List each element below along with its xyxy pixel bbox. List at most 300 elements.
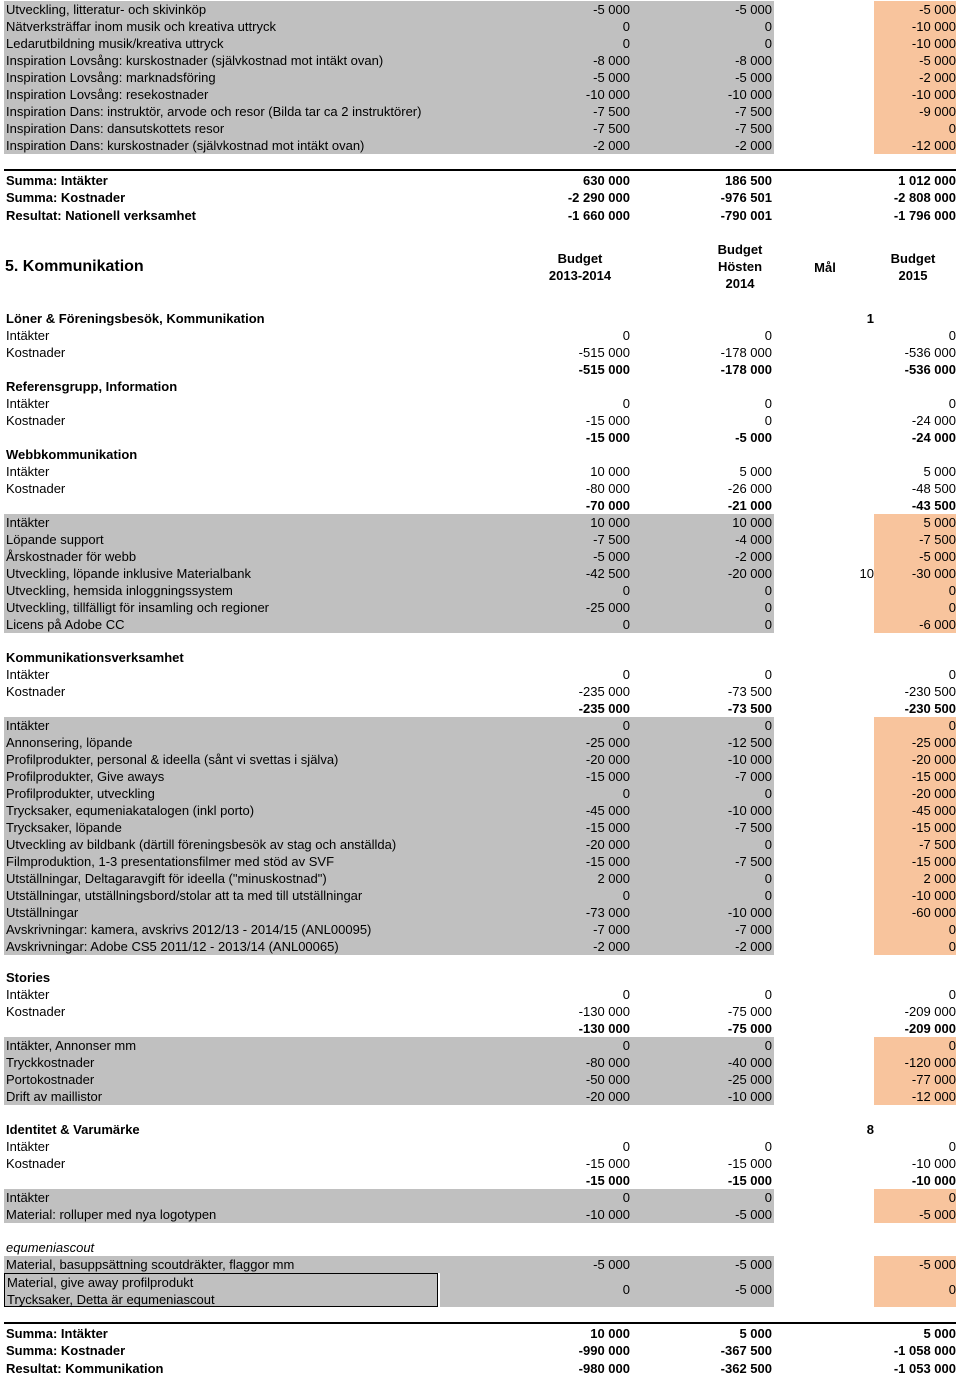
table-row (4, 120, 956, 137)
cell-budget-hosten-2014: -2 000 (630, 938, 772, 955)
cell-budget-hosten-2014: 0 (764, 328, 772, 343)
cell-budget-2015: -120 000 (874, 1054, 956, 1071)
row-label: Inspiration Lovsång: marknadsföring (4, 69, 440, 86)
cell-budget-2015: -43 500 (911, 498, 956, 513)
table-row (4, 836, 956, 853)
table-row (4, 327, 956, 344)
table-row (4, 446, 956, 463)
cell-mal (774, 429, 874, 446)
cell-budget-2013-2014: -25 000 (440, 734, 630, 751)
cell-budget-2013-2014: -980 000 (578, 1361, 630, 1376)
table-row (4, 1, 956, 18)
cell-mal: 8 (866, 1122, 874, 1137)
row-label: Inspiration Dans: kurskostnader (självkostnad mot intäkt ovan) (4, 137, 440, 154)
row-label: Stories (6, 970, 51, 985)
cell-budget-2015: -25 000 (874, 734, 956, 751)
cell-budget-2013-2014: 10 000 (590, 1326, 630, 1341)
row-label-line: Trycksaker, Detta är equmeniascout (7, 1292, 215, 1307)
row-label: Utveckling, litteratur- och skivinköp (4, 1, 440, 18)
row-label: equmeniascout (6, 1240, 95, 1255)
cell-budget-2013-2014 (440, 446, 630, 463)
cell-budget-hosten-2014: 0 (630, 887, 772, 904)
cell-budget-hosten-2014: -7 500 (630, 853, 772, 870)
table-row (4, 870, 956, 887)
row-label: Nätverksträffar inom musik och kreativa uttryck (4, 18, 440, 35)
cell-budget-2013-2014: -80 000 (585, 481, 630, 496)
cell-budget-2015: -5 000 (874, 1256, 956, 1273)
section-title: 5. Kommunikation (5, 258, 144, 275)
row-label (4, 1020, 440, 1037)
cell-budget-hosten-2014: 0 (630, 717, 772, 734)
table-row (4, 616, 956, 633)
table-row (4, 1138, 956, 1155)
cell-budget-2015: -20 000 (874, 785, 956, 802)
cell-budget-2013-2014 (440, 969, 630, 986)
row-label: Löpande support (4, 531, 440, 548)
cell-budget-2013-2014: 0 (440, 616, 630, 633)
row-label: Utveckling, löpande inklusive Materialbank (4, 565, 440, 582)
cell-mal (774, 1037, 874, 1054)
cell-budget-2015: 0 (948, 987, 956, 1002)
cell-budget-2013-2014: -70 000 (585, 498, 630, 513)
cell-budget-2013-2014: 10 000 (440, 514, 630, 531)
row-label: Inspiration Dans: instruktör, arvode och resor (Bilda tar ca 2 instruktörer) (4, 103, 440, 120)
cell-budget-hosten-2014: -362 500 (720, 1361, 772, 1376)
cell-budget-2015: -10 000 (874, 35, 956, 52)
cell-budget-hosten-2014: 0 (630, 836, 772, 853)
table-row (4, 717, 956, 734)
row-label: Identitet & Varumärke (6, 1122, 140, 1137)
row-label: Material: rolluper med nya logotypen (4, 1206, 440, 1223)
cell-budget-2015: -30 000 (874, 565, 956, 582)
cell-mal (774, 35, 874, 52)
row-label: Intäkter (6, 987, 50, 1002)
cell-budget-2013-2014: -73 000 (440, 904, 630, 921)
cell-budget-2015 (874, 310, 956, 327)
cell-mal (774, 921, 874, 938)
cell-mal (774, 700, 874, 717)
row-label: Utställningar, utställningsbord/stolar att ta med till utställningar (4, 887, 440, 904)
cell-mal (774, 531, 874, 548)
cell-mal (774, 207, 874, 224)
cell-mal (774, 69, 874, 86)
cell-budget-hosten-2014: 0 (764, 413, 772, 428)
table-row (4, 69, 956, 86)
cell-mal (774, 103, 874, 120)
cell-mal (774, 1239, 874, 1256)
col-header-budget-2015 (853, 250, 960, 284)
table-row (4, 137, 956, 154)
cell-mal (774, 497, 874, 514)
cell-budget-hosten-2014 (630, 969, 772, 986)
cell-budget-hosten-2014: -178 000 (720, 362, 772, 377)
cell-mal (774, 18, 874, 35)
cell-budget-2013-2014: -20 000 (440, 836, 630, 853)
cell-budget-2015: -10 000 (911, 1173, 956, 1188)
cell-budget-2015: 1 012 000 (898, 173, 956, 188)
table-row (4, 344, 956, 361)
row-label: Intäkter (6, 667, 50, 682)
cell-budget-2013-2014: -15 000 (585, 430, 630, 445)
cell-budget-hosten-2014: -10 000 (630, 751, 772, 768)
cell-budget-2013-2014: -130 000 (578, 1004, 630, 1019)
cell-budget-2015: -24 000 (911, 413, 956, 428)
cell-budget-2013-2014: -5 000 (440, 548, 630, 565)
cell-budget-hosten-2014: -2 000 (630, 548, 772, 565)
cell-budget-2015: 0 (874, 1273, 956, 1307)
cell-mal (774, 189, 874, 206)
table-row (4, 921, 956, 938)
cell-mal (774, 582, 874, 599)
cell-budget-hosten-2014: -790 001 (720, 208, 772, 223)
cell-budget-2015: -1 053 000 (893, 1361, 956, 1376)
cell-mal (774, 683, 874, 700)
cell-budget-2013-2014: -7 000 (440, 921, 630, 938)
cell-budget-2013-2014: -2 000 (440, 938, 630, 955)
cell-budget-2013-2014: 630 000 (583, 173, 630, 188)
cell-budget-hosten-2014: -20 000 (630, 565, 772, 582)
cell-mal (774, 1172, 874, 1189)
cell-budget-2015: 2 000 (874, 870, 956, 887)
cell-mal (774, 853, 874, 870)
cell-budget-hosten-2014: 0 (764, 987, 772, 1002)
cell-budget-2013-2014: -130 000 (578, 1021, 630, 1036)
cell-mal (774, 1360, 874, 1377)
cell-budget-2013-2014: 0 (440, 18, 630, 35)
cell-budget-2013-2014: -8 000 (440, 52, 630, 69)
cell-budget-hosten-2014: -178 000 (720, 345, 772, 360)
row-label: Kostnader (6, 413, 66, 428)
cell-budget-2015: 0 (874, 938, 956, 955)
cell-budget-2015 (874, 1239, 956, 1256)
row-label-line: Material, give away profilprodukt (7, 1275, 194, 1290)
row-label: Trycksaker, equmeniakatalogen (inkl porto) (4, 802, 440, 819)
cell-budget-hosten-2014: -73 500 (727, 701, 772, 716)
cell-budget-2015: 0 (948, 396, 956, 411)
row-label: Portokostnader (4, 1071, 440, 1088)
cell-budget-2015: 0 (948, 1139, 956, 1154)
cell-budget-2013-2014: -5 000 (440, 69, 630, 86)
cell-budget-2015 (874, 446, 956, 463)
table-row (4, 103, 956, 120)
table-row (4, 1325, 956, 1342)
table-row (4, 887, 956, 904)
cell-mal (774, 327, 874, 344)
cell-budget-2015: -230 500 (904, 701, 956, 716)
cell-budget-2013-2014: 2 000 (440, 870, 630, 887)
cell-budget-2015: 0 (874, 717, 956, 734)
cell-budget-2015: 0 (948, 667, 956, 682)
cell-budget-2015: -15 000 (874, 819, 956, 836)
table-row (4, 734, 956, 751)
table-row (4, 429, 956, 446)
cell-budget-hosten-2014: -10 000 (630, 86, 772, 103)
cell-budget-hosten-2014: 0 (630, 1037, 772, 1054)
row-label: Referensgrupp, Information (6, 379, 178, 394)
cell-budget-2015: -45 000 (874, 802, 956, 819)
table-row (4, 412, 956, 429)
cell-budget-2015: 0 (874, 1037, 956, 1054)
cell-budget-2015: 0 (874, 582, 956, 599)
cell-budget-2013-2014 (440, 378, 630, 395)
cell-budget-hosten-2014: 0 (630, 1189, 772, 1206)
cell-mal: 1 (866, 311, 874, 326)
cell-budget-hosten-2014: -15 000 (727, 1173, 772, 1188)
cell-budget-2015: -12 000 (874, 137, 956, 154)
row-label: Avskrivningar: Adobe CS5 2011/12 - 2013/14 (ANL00065) (4, 938, 440, 955)
cell-mal (774, 969, 874, 986)
table-row (4, 1088, 956, 1105)
cell-mal (774, 785, 874, 802)
table-row (4, 497, 956, 514)
cell-budget-hosten-2014: 5 000 (739, 464, 772, 479)
table-row (4, 1239, 956, 1256)
cell-budget-hosten-2014: 0 (630, 582, 772, 599)
cell-mal (774, 802, 874, 819)
cell-budget-2013-2014: -2 290 000 (567, 190, 630, 205)
cell-mal (774, 1189, 874, 1206)
cell-budget-hosten-2014: -367 500 (720, 1343, 772, 1358)
table-row (4, 1037, 956, 1054)
cell-budget-2015: -10 000 (874, 18, 956, 35)
table-row (4, 1003, 956, 1020)
table-row (4, 514, 956, 531)
cell-budget-hosten-2014: -7 500 (630, 103, 772, 120)
row-label: Webbkommunikation (6, 447, 138, 462)
cell-budget-2015: -48 500 (911, 481, 956, 496)
table-row (4, 1342, 956, 1359)
cell-mal (774, 361, 874, 378)
cell-budget-2013-2014: -15 000 (440, 819, 630, 836)
cell-budget-2013-2014 (440, 1239, 630, 1256)
cell-mal (774, 1155, 874, 1172)
cell-budget-hosten-2014: -4 000 (630, 531, 772, 548)
table-row (4, 189, 956, 206)
cell-budget-hosten-2014: -7 000 (630, 921, 772, 938)
cell-budget-2013-2014: 0 (622, 1139, 630, 1154)
cell-budget-hosten-2014: -7 500 (630, 819, 772, 836)
cell-mal (774, 86, 874, 103)
cell-budget-hosten-2014: -10 000 (630, 904, 772, 921)
cell-budget-2013-2014: -15 000 (585, 1156, 630, 1171)
table-row (4, 1206, 956, 1223)
cell-budget-hosten-2014: 0 (630, 785, 772, 802)
table-row (4, 52, 956, 69)
cell-mal (774, 1342, 874, 1359)
row-label: Summa: Kostnader (6, 190, 126, 205)
col-header-mal: Mål (814, 260, 836, 275)
table-row (4, 565, 956, 582)
table-row (4, 1121, 956, 1138)
cell-budget-2013-2014 (440, 1121, 630, 1138)
cell-budget-2013-2014: -7 500 (440, 531, 630, 548)
row-label: Inspiration Dans: dansutskottets resor (4, 120, 440, 137)
row-label: Resultat: Kommunikation (6, 1361, 164, 1376)
cell-budget-2015: -209 000 (904, 1021, 956, 1036)
cell-budget-hosten-2014: -12 500 (630, 734, 772, 751)
cell-budget-2013-2014 (440, 649, 630, 666)
row-label: Utställningar (4, 904, 440, 921)
row-label: Licens på Adobe CC (4, 616, 440, 633)
table-row (4, 378, 956, 395)
cell-budget-hosten-2014 (630, 1121, 772, 1138)
cell-budget-2013-2014: -25 000 (440, 599, 630, 616)
cell-budget-2013-2014: -15 000 (440, 768, 630, 785)
cell-mal (774, 1054, 874, 1071)
cell-budget-2013-2014: -50 000 (440, 1071, 630, 1088)
table-row (4, 86, 956, 103)
row-label (4, 429, 440, 446)
row-label: Kostnader (6, 1004, 66, 1019)
cell-budget-2015: 0 (948, 328, 956, 343)
table-row (4, 1020, 956, 1037)
row-label: Material, basuppsättning scoutdräkter, flaggor mm (4, 1256, 440, 1273)
cell-budget-hosten-2014 (630, 1239, 772, 1256)
cell-budget-hosten-2014: 0 (764, 1139, 772, 1154)
cell-budget-2015: -20 000 (874, 751, 956, 768)
cell-mal (774, 717, 874, 734)
cell-budget-2015: -5 000 (874, 1, 956, 18)
cell-mal (774, 734, 874, 751)
cell-budget-2015: -15 000 (874, 853, 956, 870)
row-label: Filmproduktion, 1-3 presentationsfilmer med stöd av SVF (4, 853, 440, 870)
cell-budget-2015: -1 796 000 (893, 208, 956, 223)
cell-budget-hosten-2014: 5 000 (739, 1326, 772, 1341)
row-label: Intäkter (4, 717, 440, 734)
cell-budget-hosten-2014: -75 000 (727, 1021, 772, 1036)
row-label: Intäkter (6, 396, 50, 411)
cell-budget-2015: -7 500 (874, 836, 956, 853)
row-label: Intäkter (6, 464, 50, 479)
col-header-line: 2013-2014 (548, 268, 612, 283)
cell-budget-hosten-2014: -5 000 (630, 1206, 772, 1223)
row-label: Utveckling av bildbank (därtill föreningsbesök av stag och anställda) (4, 836, 440, 853)
cell-mal (774, 768, 874, 785)
cell-budget-2013-2014: -5 000 (440, 1256, 630, 1273)
cell-mal (774, 548, 874, 565)
cell-mal (774, 120, 874, 137)
col-header-line: Hösten (717, 259, 763, 274)
col-header-budget-2013-2014 (520, 250, 640, 284)
row-label: Summa: Kostnader (6, 1343, 126, 1358)
cell-budget-hosten-2014: -26 000 (727, 481, 772, 496)
cell-mal (774, 1273, 874, 1307)
table-row (4, 463, 956, 480)
cell-mal (774, 1020, 874, 1037)
cell-budget-2015: -2 000 (874, 69, 956, 86)
row-label: Kostnader (6, 345, 66, 360)
cell-budget-2013-2014: 0 (622, 987, 630, 1002)
cell-budget-2013-2014: 0 (440, 582, 630, 599)
cell-budget-2013-2014: -235 000 (578, 701, 630, 716)
cell-budget-hosten-2014: -21 000 (727, 498, 772, 513)
row-label: Kostnader (6, 481, 66, 496)
cell-budget-2015: -10 000 (911, 1156, 956, 1171)
table-row (4, 819, 956, 836)
cell-mal (774, 666, 874, 683)
cell-mal (774, 1071, 874, 1088)
cell-budget-hosten-2014: 0 (630, 599, 772, 616)
cell-budget-2013-2014: -10 000 (440, 86, 630, 103)
col-header-line: Budget (890, 251, 936, 266)
cell-budget-2015: 0 (874, 1189, 956, 1206)
cell-budget-2015: -10 000 (874, 86, 956, 103)
cell-budget-2015 (874, 649, 956, 666)
table-row (4, 751, 956, 768)
table-row (4, 1172, 956, 1189)
cell-budget-hosten-2014: -5 000 (630, 1256, 772, 1273)
table-row (4, 649, 956, 666)
cell-mal (774, 819, 874, 836)
cell-budget-2013-2014: -20 000 (440, 751, 630, 768)
row-label: Utställningar, Deltagaravgift för ideella ("minuskostnad") (4, 870, 440, 887)
row-label: Annonsering, löpande (4, 734, 440, 751)
cell-mal: 10 (859, 566, 874, 581)
cell-mal (774, 836, 874, 853)
cell-mal (774, 172, 874, 189)
cell-budget-hosten-2014: -25 000 (630, 1071, 772, 1088)
cell-budget-hosten-2014: -75 000 (727, 1004, 772, 1019)
table-row (4, 785, 956, 802)
cell-budget-hosten-2014: -8 000 (630, 52, 772, 69)
row-label: Resultat: Nationell verksamhet (6, 208, 197, 223)
col-header-budget-hosten-2014 (680, 241, 800, 292)
cell-budget-2013-2014: 0 (440, 717, 630, 734)
cell-budget-hosten-2014 (630, 649, 772, 666)
cell-budget-2015: -2 808 000 (893, 190, 956, 205)
cell-mal (774, 986, 874, 1003)
cell-budget-hosten-2014: 0 (764, 396, 772, 411)
cell-budget-2015: -9 000 (874, 103, 956, 120)
cell-mal (774, 649, 874, 666)
cell-budget-hosten-2014: -5 000 (735, 430, 772, 445)
cell-budget-hosten-2014: 10 000 (630, 514, 772, 531)
cell-budget-2015: -209 000 (904, 1004, 956, 1019)
cell-budget-2015: -12 000 (874, 1088, 956, 1105)
row-label: Summa: Intäkter (6, 1326, 108, 1341)
cell-budget-hosten-2014: -976 501 (720, 190, 772, 205)
cell-budget-2015: -15 000 (874, 768, 956, 785)
table-row (4, 172, 956, 189)
col-header-line: 2014 (725, 276, 755, 291)
cell-mal (774, 904, 874, 921)
cell-mal (774, 514, 874, 531)
cell-budget-2013-2014: 0 (622, 667, 630, 682)
col-header-line: Budget (717, 242, 763, 257)
cell-mal (774, 616, 874, 633)
table-row (4, 969, 956, 986)
row-label (4, 497, 440, 514)
cell-budget-2013-2014: -15 000 (585, 1173, 630, 1188)
cell-budget-hosten-2014: -73 500 (727, 684, 772, 699)
table-row (4, 1155, 956, 1172)
cell-mal (774, 480, 874, 497)
row-label: Intäkter, Annonser mm (4, 1037, 440, 1054)
cell-mal (774, 938, 874, 955)
cell-budget-2015: -60 000 (874, 904, 956, 921)
cell-budget-hosten-2014: 0 (630, 35, 772, 52)
cell-budget-2013-2014: -990 000 (578, 1343, 630, 1358)
cell-budget-2013-2014: -5 000 (440, 1, 630, 18)
row-label (4, 700, 440, 717)
row-label: Kostnader (6, 684, 66, 699)
row-label: Trycksaker, löpande (4, 819, 440, 836)
cell-mal (774, 1088, 874, 1105)
cell-budget-2013-2014: -515 000 (578, 362, 630, 377)
cell-budget-2013-2014: 0 (440, 1189, 630, 1206)
row-label: Löner & Föreningsbesök, Kommunikation (6, 311, 265, 326)
section-rule-2 (4, 1322, 956, 1324)
